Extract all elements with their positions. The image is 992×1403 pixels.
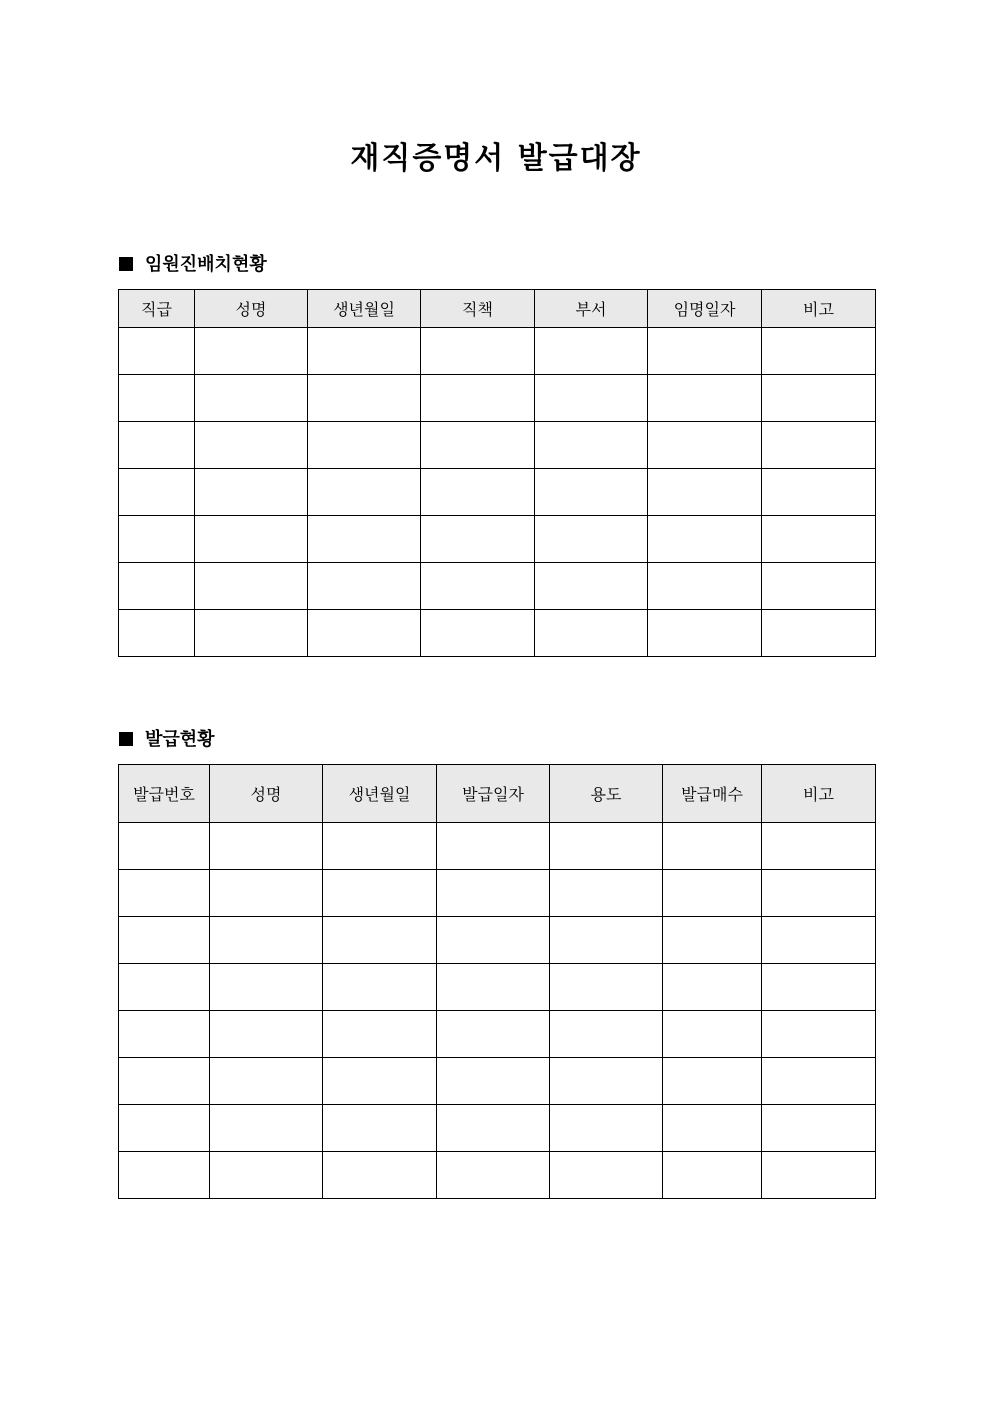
- table-row: [119, 328, 876, 375]
- staff-table-header: [119, 290, 876, 328]
- table-cell: [119, 516, 195, 563]
- table-cell: [663, 823, 762, 870]
- table-cell: [762, 964, 876, 1011]
- table-cell: [323, 964, 437, 1011]
- table-cell: [535, 422, 648, 469]
- staff-section-title: 임원진배치현황: [145, 254, 267, 275]
- table-cell: [421, 469, 535, 516]
- table-cell: [762, 375, 876, 422]
- table-cell: [210, 964, 323, 1011]
- issue-table-body: [119, 823, 876, 1199]
- table-cell: [648, 610, 762, 657]
- table-cell: [663, 1011, 762, 1058]
- table-cell: [195, 375, 308, 422]
- table-cell: [195, 563, 308, 610]
- document-title: 재직증명서 발급대장: [350, 141, 642, 176]
- column-header: 직급: [119, 290, 195, 328]
- column-header: 생년월일: [308, 290, 421, 328]
- table-cell: [550, 1058, 663, 1105]
- table-cell: [762, 1011, 876, 1058]
- table-cell: [421, 375, 535, 422]
- table-cell: [762, 328, 876, 375]
- table-cell: [421, 610, 535, 657]
- table-cell: [308, 563, 421, 610]
- table-cell: [210, 870, 323, 917]
- table-cell: [308, 328, 421, 375]
- table-cell: [210, 1011, 323, 1058]
- issue-table-header: [119, 765, 876, 823]
- table-row: [119, 375, 876, 422]
- table-cell: [648, 516, 762, 563]
- table-cell: [535, 516, 648, 563]
- table-cell: [762, 563, 876, 610]
- staff-section-heading: [119, 252, 267, 278]
- staff-assignment-table: [118, 289, 876, 657]
- table-row: [119, 917, 876, 964]
- table-cell: [663, 870, 762, 917]
- table-row: [119, 823, 876, 870]
- table-row: [119, 422, 876, 469]
- table-cell: [762, 422, 876, 469]
- table-cell: [762, 1105, 876, 1152]
- column-header: 임명일자: [648, 290, 762, 328]
- table-cell: [119, 870, 210, 917]
- table-cell: [119, 563, 195, 610]
- table-row: [119, 469, 876, 516]
- table-cell: [323, 870, 437, 917]
- table-cell: [550, 964, 663, 1011]
- issue-status-table: [118, 764, 876, 1199]
- column-header: 발급번호: [119, 765, 210, 823]
- table-cell: [762, 1058, 876, 1105]
- table-cell: [210, 823, 323, 870]
- table-cell: [195, 469, 308, 516]
- table-row: [119, 1011, 876, 1058]
- table-cell: [663, 917, 762, 964]
- table-cell: [762, 610, 876, 657]
- table-cell: [535, 469, 648, 516]
- table-cell: [323, 1011, 437, 1058]
- table-cell: [119, 422, 195, 469]
- column-header: 생년월일: [323, 765, 437, 823]
- square-bullet-icon: [119, 257, 133, 271]
- table-row: [119, 1058, 876, 1105]
- table-cell: [550, 917, 663, 964]
- table-cell: [119, 469, 195, 516]
- table-cell: [210, 1152, 323, 1199]
- table-cell: [195, 328, 308, 375]
- table-cell: [421, 563, 535, 610]
- table-cell: [550, 1011, 663, 1058]
- table-row: [119, 964, 876, 1011]
- table-cell: [437, 1011, 550, 1058]
- table-cell: [550, 1152, 663, 1199]
- table-cell: [663, 1152, 762, 1199]
- table-cell: [535, 328, 648, 375]
- table-cell: [308, 422, 421, 469]
- table-cell: [437, 870, 550, 917]
- table-cell: [648, 375, 762, 422]
- table-cell: [437, 964, 550, 1011]
- table-cell: [308, 516, 421, 563]
- table-cell: [535, 563, 648, 610]
- table-cell: [308, 375, 421, 422]
- table-row: [119, 610, 876, 657]
- column-header: 발급매수: [663, 765, 762, 823]
- table-cell: [648, 469, 762, 516]
- table-cell: [437, 1058, 550, 1105]
- table-cell: [421, 516, 535, 563]
- table-cell: [323, 1152, 437, 1199]
- table-cell: [762, 1152, 876, 1199]
- table-cell: [762, 823, 876, 870]
- table-cell: [119, 1105, 210, 1152]
- table-row: [119, 563, 876, 610]
- table-cell: [119, 328, 195, 375]
- table-cell: [308, 469, 421, 516]
- table-cell: [437, 1152, 550, 1199]
- table-cell: [195, 422, 308, 469]
- table-cell: [535, 375, 648, 422]
- table-cell: [210, 1058, 323, 1105]
- column-header: 비고: [762, 765, 876, 823]
- table-row: [119, 1105, 876, 1152]
- column-header: 용도: [550, 765, 663, 823]
- table-cell: [550, 1105, 663, 1152]
- table-cell: [119, 823, 210, 870]
- table-cell: [323, 1058, 437, 1105]
- table-cell: [119, 1011, 210, 1058]
- table-cell: [437, 917, 550, 964]
- table-cell: [648, 422, 762, 469]
- issue-header-row: [119, 765, 876, 823]
- table-cell: [663, 1058, 762, 1105]
- table-cell: [663, 1105, 762, 1152]
- issue-section-title: 발급현황: [145, 729, 215, 750]
- table-cell: [437, 823, 550, 870]
- table-cell: [550, 870, 663, 917]
- table-cell: [648, 328, 762, 375]
- table-cell: [535, 610, 648, 657]
- column-header: 비고: [762, 290, 876, 328]
- column-header: 직책: [421, 290, 535, 328]
- table-cell: [648, 563, 762, 610]
- staff-header-row: [119, 290, 876, 328]
- table-cell: [421, 422, 535, 469]
- column-header: 발급일자: [437, 765, 550, 823]
- table-cell: [437, 1105, 550, 1152]
- table-row: [119, 870, 876, 917]
- table-cell: [663, 964, 762, 1011]
- staff-table-body: [119, 328, 876, 657]
- table-cell: [119, 375, 195, 422]
- column-header: 성명: [195, 290, 308, 328]
- table-cell: [195, 610, 308, 657]
- table-cell: [119, 1058, 210, 1105]
- table-cell: [550, 823, 663, 870]
- table-cell: [762, 917, 876, 964]
- table-cell: [762, 516, 876, 563]
- issue-section-heading: [119, 727, 215, 753]
- table-cell: [421, 328, 535, 375]
- table-cell: [210, 917, 323, 964]
- column-header: 성명: [210, 765, 323, 823]
- table-cell: [119, 917, 210, 964]
- table-cell: [119, 1152, 210, 1199]
- table-cell: [210, 1105, 323, 1152]
- table-cell: [119, 610, 195, 657]
- table-cell: [323, 823, 437, 870]
- column-header: 부서: [535, 290, 648, 328]
- table-row: [119, 516, 876, 563]
- table-cell: [195, 516, 308, 563]
- table-cell: [308, 610, 421, 657]
- table-row: [119, 1152, 876, 1199]
- table-cell: [323, 1105, 437, 1152]
- table-cell: [762, 469, 876, 516]
- table-cell: [323, 917, 437, 964]
- table-cell: [762, 870, 876, 917]
- table-cell: [119, 964, 210, 1011]
- square-bullet-icon: [119, 732, 133, 746]
